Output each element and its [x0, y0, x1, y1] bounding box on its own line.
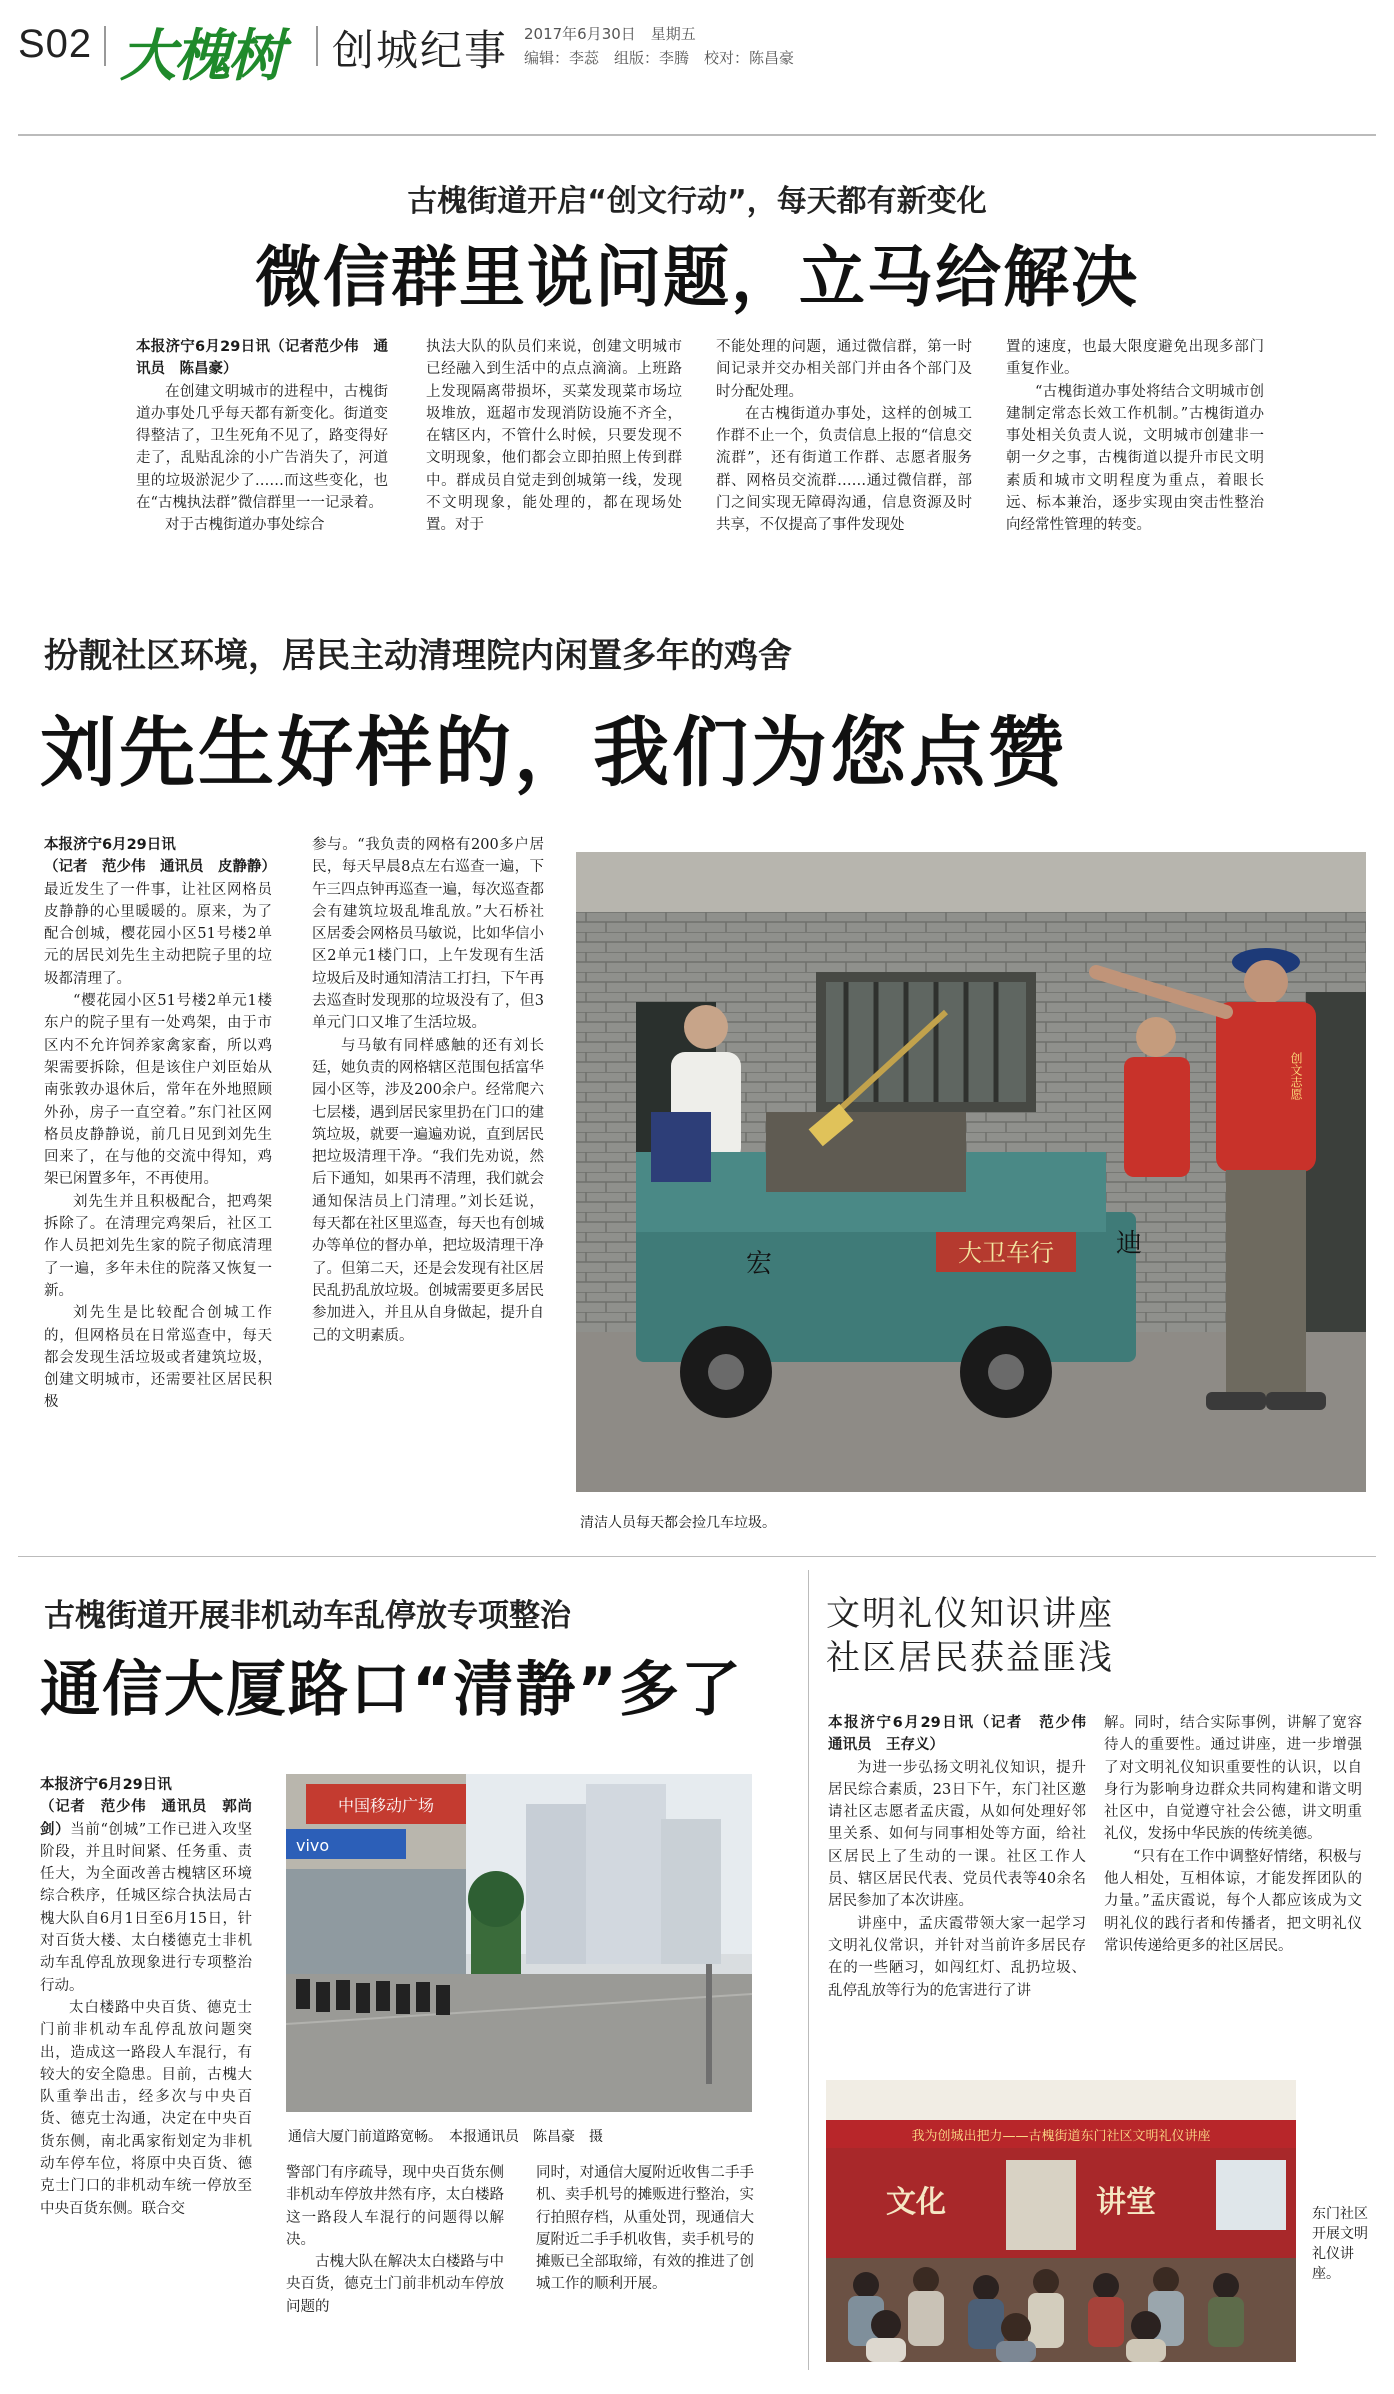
- store-brand-text: vivo: [296, 1836, 330, 1855]
- article4-dateline: 本报济宁6月29日讯: [828, 1715, 975, 1731]
- article3-photo: [286, 1774, 752, 2112]
- article2-column-1: [44, 834, 276, 1544]
- article1-byline: （记者范少伟 通讯员 陈昌豪）: [136, 339, 388, 378]
- article1-column-3: [716, 336, 972, 576]
- truck-brand-text: 迪: [1116, 1229, 1143, 1259]
- article2-paragraph: “樱花园小区51号楼2单元1楼东户的院子里有一处鸡架，由于市区内不允许饲养家禽家畜，所以鸡架需要拆除，但是该住户刘臣始从南张敦办退休后，常年在外地照顾外孙，房子一直空着。”东门社区网格员皮静静说，前几日见到刘先生回来了，在与他的交流中得知，鸡架已闲置多年，不再使用。: [44, 993, 272, 1188]
- article3-dateline: 本报济宁6月29日讯: [40, 1777, 172, 1793]
- article3-kicker: 古槐街道开展非机动车乱停放专项整治: [44, 1598, 571, 1634]
- truck-sign-text: 大卫车行: [958, 1239, 1054, 1267]
- article1-dateline: 本报济宁6月29日讯: [136, 339, 271, 355]
- article1-paragraph: 在创建文明城市的进程中，古槐街道办事处几乎每天都有新变化。街道变得整洁了，卫生死角不见了，路变得好走了，乱贴乱涂的小广告消失了，河道里的垃圾淤泥少了……而这些变化，也在“古槐执法群”微信群里一一记录着。: [136, 383, 388, 512]
- volunteer-vest-text: 创文志愿: [1289, 1052, 1303, 1100]
- article2-paragraph: 刘先生是比较配合创城工作的，但网格员在日常巡查中，每天都会发现生活垃圾或者建筑垃圾，创建文明城市，还需要社区居民积极: [44, 1305, 272, 1411]
- article3-paragraph: 警部门有序疏导，现中央百货东侧非机动车停放井然有序，太白楼路这一路段人车混行的问题得以解决。: [286, 2165, 504, 2248]
- article4-caption: 东门社区开展文明礼仪讲座。: [1312, 2206, 1368, 2282]
- article4-paragraph: “只有在工作中调整好情绪，积极与他人相处，互相体谅，才能发挥团队的力量。”孟庆霞说，每个人都应该成为文明礼仪的践行者和传播者，把文明礼仪常识传递给更多的社区居民。: [1104, 1848, 1362, 1954]
- street-sign-text: 中国移动广场: [337, 1796, 435, 1815]
- article2-caption: 清洁人员每天都会捡几车垃圾。: [580, 1515, 776, 1531]
- article2-byline: （记者 范少伟 通讯员 皮静静）: [44, 859, 276, 876]
- article3-headline: 通信大厦路口“清静”多了: [40, 1655, 743, 1725]
- header-separator: [104, 26, 106, 66]
- header-meta: [524, 22, 794, 70]
- article3-column-2: [286, 2162, 504, 2362]
- article2-paragraph: 最近发生了一件事，让社区网格员皮静静的心里暖暖的。原来，为了配合创城，樱花园小区51号楼2单元的居民刘先生主动把院子里的垃圾都清理了。: [44, 881, 272, 987]
- article3-column-3: [536, 2162, 754, 2362]
- article4-paragraph: 为进一步弘扬文明礼仪知识，提升居民综合素质，23日下午，东门社区邀请社区志愿者孟庆霞，从如何处理好邻里关系、如何与同事相处等方面，给社区居民上了生动的一课。社区工作人员、辖区居民代表、党员代表等40余名居民参加了本次讲座。: [828, 1759, 1086, 1910]
- article1-paragraph: 对于古槐街道办事处综合: [165, 517, 325, 534]
- article1-paragraph: 不能处理的问题，通过微信群，第一时间记录并交办相关部门并由各个部门及时分配处理。: [716, 339, 972, 400]
- article2-photo: [576, 852, 1366, 1492]
- newspaper-logo: 大槐树: [120, 23, 282, 89]
- staff-credits: 编辑：李蕊 组版：李腾 校对：陈昌豪: [524, 49, 795, 67]
- street-photo-illustration: [286, 1774, 752, 2112]
- cleanup-photo-illustration: [576, 852, 1366, 1492]
- article4-paragraph: 讲座中，孟庆霞带领大家一起学习文明礼仪常识，并针对当前许多居民存在的一些陋习，如闯红灯、乱扔垃圾、乱停乱放等行为的危害进行了讲: [828, 1915, 1086, 1999]
- wall-text-hall: 讲堂: [1096, 2185, 1156, 2220]
- article1-paragraph: 执法大队的队员们来说，创建文明城市已经融入到生活中的点点滴滴。上班路上发现隔离带损坏，买菜发现菜市场垃圾堆放，逛超市发现消防设施不齐全，在辖区内，不管什么时候，只要发现不文明现象，他们都会立即拍照上传到群中。群成员自觉走到创城第一线，发现不文明现象，能处理的，都在现场处置。对于: [426, 339, 682, 534]
- header-separator: [316, 26, 318, 66]
- issue-date: 2017年6月30日 星期五: [524, 25, 696, 43]
- article2-paragraph: 参与。“我负责的网格有200多户居民，每天早晨8点左右巡查一遍，下午三四点钟再巡查一遍，每次巡查都会有建筑垃圾乱堆乱放。”大石桥社区居委会网格员马敏说，比如华信小区2单元1楼门口，上午发现有生活垃圾后及时通知清洁工打扫，下午再去巡查时发现那的垃圾没有了，但3单元门口又堆了生活垃圾。: [312, 837, 544, 1032]
- article2-headline: 刘先生好样的，我们为您点赞: [40, 708, 1067, 797]
- article4-column-1: [828, 1712, 1101, 2070]
- article3-paragraph: 古槐大队在解决太白楼路与中央百货，德克士门前非机动车停放问题的: [286, 2254, 504, 2315]
- article2-kicker: 扮靓社区环境，居民主动清理院内闲置多年的鸡舍: [44, 636, 792, 676]
- article2-paragraph: 刘先生并且积极配合，把鸡架拆除了。在清理完鸡架后，社区工作人员把刘先生家的院子彻底清理了一遍，多年未住的院落又恢复一新。: [44, 1193, 272, 1299]
- article1-paragraph: 置的速度，也最大限度避免出现多部门重复作业。: [1006, 339, 1264, 378]
- article3-caption: 通信大厦门前道路宽畅。 本报通讯员 陈昌豪 摄: [288, 2129, 603, 2145]
- article1-column-2: [426, 336, 682, 576]
- article4-column-2: [1104, 1712, 1362, 2070]
- wall-text-culture: 文化: [886, 2185, 946, 2220]
- article4-photo: [826, 2080, 1296, 2362]
- article4-paragraph: 解。同时，结合实际事例，讲解了宽容待人的重要性。通过讲座，进一步增强了对文明礼仪知识重要性的认识，以自身行为影响身边群众共同构建和谐文明社区中，自觉遵守社会公德，讲文明重礼仪，发扬中华民族的传统美德。: [1104, 1715, 1362, 1843]
- article4-byline: （记者 范少伟 通讯员 王存义）: [828, 1715, 1101, 1754]
- article3-paragraph: 当前“创城”工作已进入攻坚阶段，并且时间紧、任务重、责任大，为全面改善古槐辖区环境综合秩序，任城区综合执法局古槐大队自6月1日至6月15日，针对百货大楼、太白楼德克士非机动车乱停乱放现象进行专项整治行动。: [40, 1821, 253, 1994]
- section-divider: [18, 1556, 1376, 1557]
- article3-paragraph: 太白楼路中央百货、德克士门前非机动车乱停乱放问题突出，造成这一路段人车混行，有较大的安全隐患。目前，古槐大队重拳出击，经多次与中央百货、德克士沟通，决定在中央百货东侧，南北禹家衔划定为非机动车停车位，将原中央百货、德克士门口的非机动车统一停放至中央百货东侧。联合交: [40, 1999, 252, 2217]
- article1-kicker: 古槐街道开启“创文行动”，每天都有新变化: [407, 184, 987, 219]
- column-divider: [808, 1570, 809, 2370]
- page-number: S02: [18, 22, 93, 66]
- column-title: 创城纪事: [332, 26, 509, 75]
- article2-column-2: [312, 834, 544, 1544]
- article1-column-4: [1006, 336, 1264, 576]
- article1-paragraph: “古槐街道办事处将结合文明城市创建制定常态长效工作机制。”古槐街道办事处相关负责人说，文明城市创建非一朝一夕之事，古槐街道以提升市民文明素质和城市文明程度为重点，着眼长远、标本兼治，逐步实现由突击性整治向经常性管理的转变。: [1006, 383, 1264, 534]
- article2-paragraph: 与马敏有同样感触的还有刘长廷，她负责的网格辖区范围包括富华园小区等，涉及200余户。经常爬六七层楼，遇到居民家里扔在门口的建筑垃圾，就要一遍遍劝说，直到居民把垃圾清理干净。“我们先劝说，然后下通知，如果再不清理，我们就会通知保洁员上门清理。”刘长廷说，每天都在社区里巡查，每天也有创城办等单位的督办单，把垃圾清理干净了。但第二天，还是会发现有社区居民乱扔乱放垃圾。创城需要更多居民参加进入，并且从自身做起，提升自己的文明素质。: [312, 1037, 544, 1344]
- article3-column-1: [40, 1774, 252, 2360]
- header-rule: [18, 134, 1376, 136]
- article1-headline: 微信群里说问题，立马给解决: [255, 239, 1139, 316]
- article4-headline-line1: 文明礼仪知识讲座: [826, 1594, 1114, 1634]
- article4-headline: [826, 1592, 1114, 1680]
- article4-headline-line2: 社区居民获益匪浅: [826, 1638, 1114, 1678]
- article3-byline: （记者 范少伟 通讯员 郭尚剑）: [40, 1799, 252, 1838]
- lecture-photo-illustration: [826, 2080, 1296, 2362]
- truck-brand-text: 宏: [746, 1249, 773, 1279]
- article1-column-1: [136, 336, 388, 576]
- article2-dateline: 本报济宁6月29日讯: [44, 837, 176, 853]
- lecture-banner-text: 我为创城出把力——古槐街道东门社区文明礼仪讲座: [911, 2129, 1211, 2144]
- article1-paragraph: 在古槐街道办事处，这样的创城工作群不止一个，负责信息上报的“信息交流群”，还有街道工作群、志愿者服务群、网格员交流群……通过微信群，部门之间实现无障碍沟通，信息资源及时共享，不仅提高了事件发现处: [716, 405, 972, 534]
- article3-paragraph: 同时，对通信大厦附近收售二手手机、卖手机号的摊贩进行整治，实行拍照存档，从重处罚，现通信大厦附近二手手机收售，卖手机号的摊贩已全部取缔，有效的推进了创城工作的顺利开展。: [536, 2165, 754, 2293]
